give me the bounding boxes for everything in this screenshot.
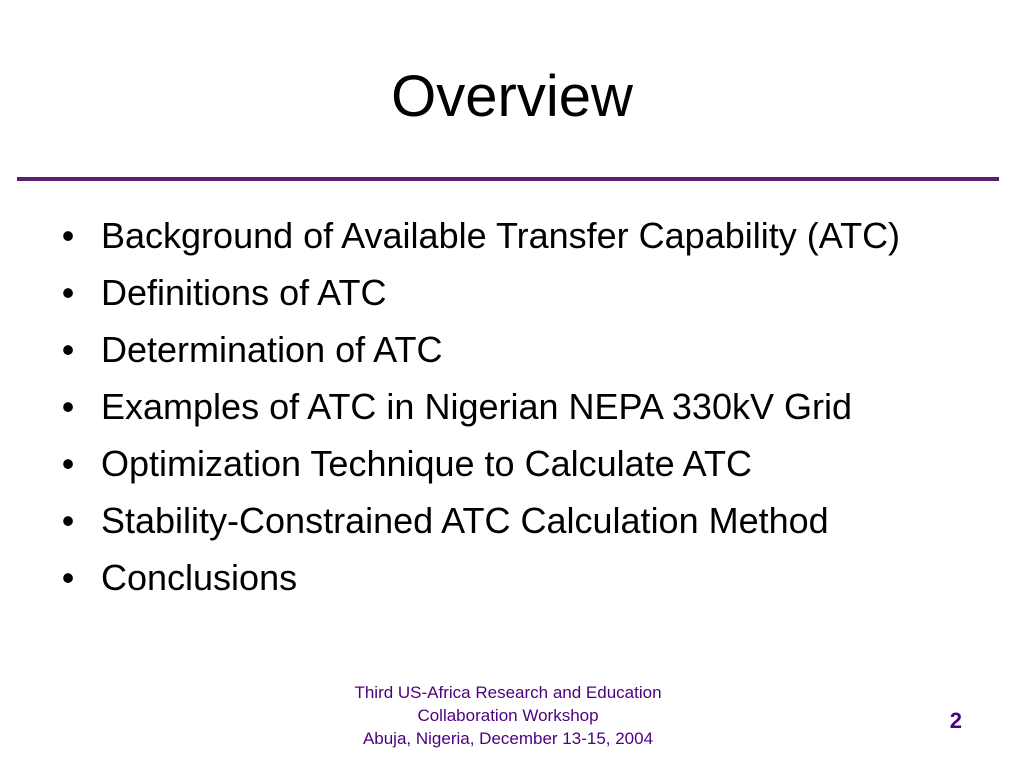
bullet-text: Background of Available Transfer Capability (ATC) [101,215,901,256]
footer-text [292,681,724,750]
slide-title: Overview [391,64,633,129]
bullet-dot-icon: • [61,500,75,541]
bullet-dot-icon: • [61,272,75,313]
bullet-text: Optimization Technique to Calculate ATC [101,443,753,484]
bullet-text: Stability-Constrained ATC Calculation Method [101,500,829,541]
footer-line: Collaboration Workshop [417,706,599,725]
title-divider [17,177,999,181]
bullet-item [56,498,966,544]
bullet-list [56,213,966,612]
page-number: 2 [949,708,962,733]
bullet-item [56,270,966,316]
bullet-item [56,555,966,601]
bullet-text: Conclusions [101,557,298,598]
bullet-item [56,384,966,430]
bullet-item [56,441,966,487]
bullet-dot-icon: • [61,215,75,256]
bullet-dot-icon: • [61,329,75,370]
bullet-dot-icon: • [61,443,75,484]
bullet-dot-icon: • [61,386,75,427]
footer-line: Abuja, Nigeria, December 13-15, 2004 [362,729,654,748]
bullet-text: Examples of ATC in Nigerian NEPA 330kV Grid [101,386,852,427]
bullet-text: Definitions of ATC [101,272,387,313]
footer-line: Third US-Africa Research and Education [354,683,662,702]
bullet-item [56,213,966,259]
bullet-dot-icon: • [61,557,75,598]
bullet-text: Determination of ATC [101,329,443,370]
bullet-item [56,327,966,373]
